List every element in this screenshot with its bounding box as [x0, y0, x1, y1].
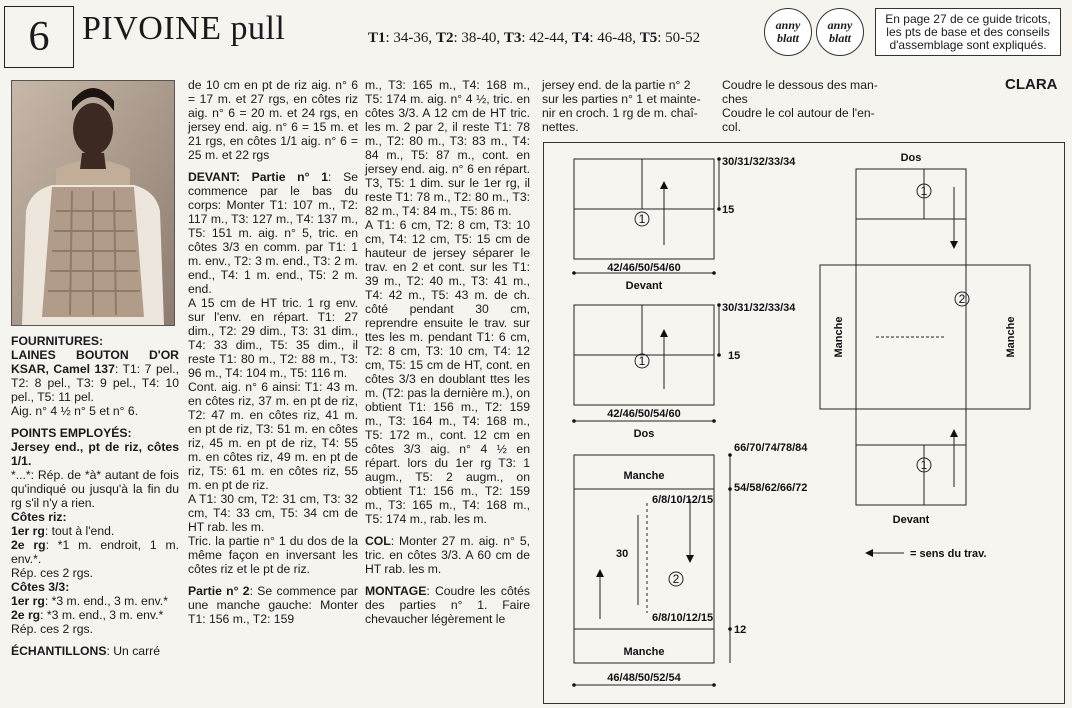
sleeve-body-label: 54/58/62/66/72	[734, 482, 808, 494]
paragraph: : Se commence par une manche gauche: Monter T1: 156 m., T2: 159	[188, 584, 358, 626]
sleeve-label: Manche	[623, 646, 665, 658]
size-list	[368, 30, 700, 47]
text-line: ches	[722, 92, 748, 106]
model-photo	[11, 80, 175, 326]
paragraph: de 10 cm en pt de riz aig. n° 6 = 17 m. et 27 rgs, en côtes riz aig. n° 6 = 20 m. et 24 rgs, en jersey end. aig. n° 6 = 15 m. et 21 rgs, en côtes 1/1 aig. n° 6 = 25 m. et 22 rgs	[188, 78, 358, 162]
text-line: col.	[722, 120, 741, 134]
back-height-label: 30/31/32/33/34	[722, 302, 796, 314]
paragraph: : Coudre les côtés des parties n° 1. Faire chevaucher légèrement le	[365, 584, 530, 626]
repeat-rows: Rép. ces 2 rgs.	[11, 566, 93, 580]
section-heading-points: POINTS EMPLOYÉS:	[11, 426, 132, 440]
text-line: nettes.	[542, 120, 579, 134]
section-heading-devant: DEVANT: Partie n° 1	[188, 170, 328, 184]
sleeve-label: Manche	[623, 470, 665, 482]
row-text: : *3 m. end., 3 m. env.*	[44, 594, 168, 608]
size-value: : 34-36,	[385, 30, 436, 46]
size-label: T4	[571, 30, 590, 46]
logo-text-bottom: blatt	[776, 31, 799, 45]
text-column-2	[188, 78, 358, 626]
back-rib-label: 15	[728, 350, 741, 362]
back-width-label: 42/46/50/54/60	[607, 408, 681, 420]
size-label: T2	[435, 30, 454, 46]
section-heading-fournitures: FOURNITURES:	[11, 334, 104, 348]
sleeve-label: Manche	[833, 316, 845, 358]
size-value: : 38-40,	[453, 30, 504, 46]
section-heading-montage: MONTAGE	[365, 584, 427, 598]
text-line: sur les parties n° 1 et mainte-	[542, 92, 701, 106]
paragraph: : Se commence par le bas du corps: Monter T1: 107 m., T2: 117 m., T3: 127 m., T4: 137 m., T5: 151 m. aig. n° 5, tric. en côtes 3/3 en comm. par T1: 1 m. env., T2: 3 m. end., T3: 2 m. end., T4: 1 m. end., T5: 2 m. end.	[188, 170, 358, 296]
text-column-3	[365, 78, 530, 626]
front-rib-label: 15	[722, 204, 735, 216]
sleeve-label: Manche	[1005, 316, 1017, 358]
size-value: : 50-52	[657, 30, 701, 46]
swatch-text: : Un carré	[106, 644, 160, 658]
stitch-heading: Côtes riz:	[11, 510, 67, 524]
paragraph: A T1: 6 cm, T2: 8 cm, T3: 10 cm, T4: 12 cm, T5: 15 cm de hauteur de jersey séparer le trav. en 2 et cont. sur les T1: 39 m., T2: 40 m., T3: 41 m., T4: 42 m., T5: 43 m. de ch. côté pendant 30 cm, reprendre ensuite le trav. sur ttes les m. pendant T1: 6 cm, T2: 8 cm, T3: 10 cm, T4: 12 cm, T5: 15 cm de HT, cont. en côtes 3/3 en doublant ttes les m. (T2: pas la dernière m.), on obtient T1: 156 m., T2: 159 m., T3: 164 m., T4: 168 m., T5: 172 m., cont. 12 cm en côtes 3/3 aig. n° 4 ½ en répart. lors du 1er rg T3: 1 augm., T5: 2 augm., on obtient T1: 156 m., T2: 159 m., T3: 165 m., T4: 168 m., T5: 174 m., rab. les m.	[365, 218, 530, 526]
section-heading-col: COL	[365, 534, 391, 548]
front-width-label: 42/46/50/54/60	[607, 262, 681, 274]
repeat-note: *...*: Rép. de *à* autant de fois qu'indiqué ou jusqu'à la fin du rg s'il n'y a rien.	[11, 468, 179, 510]
paragraph: Cont. aig. n° 6 ainsi: T1: 43 m. en côtes riz, 37 m. en pt de riz, T2: 47 m. en côtes riz, 41 m. en pt de riz, T3: 51 m. en côtes riz, 45 m. en pt de riz, T4: 55 m. en côtes riz, 49 m. en pt de riz, T5: 61 m. en côtes riz, 55 m. en pt de riz.	[188, 380, 358, 492]
sleeve-width-label: 46/48/50/52/54	[607, 672, 681, 684]
text-line: jersey end. de la partie n° 2	[542, 78, 691, 92]
back-piece-label: Dos	[633, 428, 655, 440]
yarn-name: LAINES BOUTON D'OR KSAR, Camel 137	[11, 348, 179, 376]
text-line: Coudre le dessous des man-	[722, 78, 878, 92]
paragraph: m., T3: 165 m., T4: 168 m., T5: 174 m. aig. n° 4 ½, tric. en côtes 3/3. A 12 cm de HT tric. les m. 2 par 2, il reste T1: 78 m., T2: 80 m., T3: 83 m., T4: 84 m., T5: 87 m., cont. en jersey end. aig. n° 6 en répart. T3, T5: 1 dim. sur le 1er rg, il reste T1: 78 m., T2: 80 m., T3: 82 m., T4: 84 m., T5: 86 m.	[365, 78, 530, 218]
stitch-list: Jersey end., pt de riz, côtes 1/1.	[11, 440, 179, 468]
assembled-front-label: Devant	[892, 514, 930, 526]
sleeve-side-label: 6/8/10/12/15	[652, 494, 714, 506]
row-label: 2e rg	[11, 538, 46, 552]
brand-logo	[764, 8, 812, 56]
piece-number: 2	[958, 292, 966, 306]
front-height-label: 30/31/32/33/34	[722, 156, 796, 168]
logo-text-top: anny	[827, 18, 853, 32]
pattern-number: 6	[4, 6, 74, 68]
text-line: nir en croch. 1 rg de m. chaî-	[542, 106, 698, 120]
piece-number: 2	[672, 572, 680, 586]
row-label: 2e rg	[11, 608, 41, 622]
size-label: T3	[503, 30, 522, 46]
model-name: CLARA	[1005, 76, 1058, 93]
paragraph: A T1: 30 cm, T2: 31 cm, T3: 32 cm, T4: 33 cm, T5: 34 cm de HT rab. les m.	[188, 492, 358, 534]
section-heading-partie-2: Partie n° 2	[188, 584, 250, 598]
size-value: : 46-48,	[589, 30, 640, 46]
paragraph: A 15 cm de HT tric. 1 rg env. sur l'env. en répart. T1: 27 dim., T2: 29 dim., T3: 31 dim., T4: 33 dim., T5: 35 dim., il reste T1: 80 m., T2: 88 m., T3: 96 m., T4: 104 m., T5: 116 m.	[188, 296, 358, 380]
split-length-label: 30	[616, 548, 629, 560]
size-label: T1	[368, 30, 386, 46]
row-text: : *3 m. end., 3 m. env.*	[40, 608, 164, 622]
row-text: : tout à l'end.	[44, 524, 115, 538]
sleeve-side-label: 6/8/10/12/15	[652, 612, 714, 624]
row-label: 1er rg	[11, 524, 45, 538]
row-text: : *1 m. endroit, 1 m. env.*.	[11, 538, 180, 566]
piece-number: 1	[920, 458, 928, 472]
stitch-heading: Côtes 3/3:	[11, 580, 70, 594]
info-line: d'assemblage sont expliqués.	[889, 38, 1047, 52]
repeat-rows: Rép. ces 2 rgs.	[11, 622, 93, 636]
brand-logo	[816, 8, 864, 56]
info-line: En page 27 de ce guide tricots,	[885, 12, 1051, 26]
size-value: : 42-44,	[521, 30, 572, 46]
direction-legend: = sens du trav.	[910, 548, 987, 560]
info-box	[875, 8, 1061, 56]
logo-text-bottom: blatt	[828, 31, 851, 45]
pattern-schematic	[543, 142, 1065, 704]
needle-sizes: Aig. n° 4 ½ n° 5 et n° 6.	[11, 404, 139, 418]
size-label: T5	[639, 30, 658, 46]
pattern-title: PIVOINE pull	[82, 10, 286, 47]
assembled-back-label: Dos	[900, 152, 922, 164]
yarn-quantities: : T1: 7 pel., T2: 8 pel., T3: 9 pel., T4: 10 pel., T5: 11 pel.	[11, 362, 180, 404]
front-piece-label: Devant	[625, 280, 663, 292]
text-line: Coudre le col autour de l'en-	[722, 106, 875, 120]
piece-number: 1	[638, 212, 646, 226]
info-line: les pts de base et des conseils	[886, 25, 1050, 39]
section-heading-echantillons: ÉCHANTILLONS	[11, 644, 107, 658]
piece-number: 1	[920, 184, 928, 198]
cuff-height-label: 12	[734, 624, 747, 636]
text-column-4	[542, 78, 714, 134]
paragraph: Tric. la partie n° 1 du dos de la même façon en inversant les côtes riz et le pt de riz.	[188, 534, 358, 576]
sleeve-total-label: 66/70/74/78/84	[734, 442, 808, 454]
text-column-5	[722, 78, 887, 134]
logo-text-top: anny	[775, 18, 801, 32]
text-column-1	[11, 334, 179, 658]
row-label: 1er rg	[11, 594, 45, 608]
piece-number: 1	[638, 354, 646, 368]
paragraph: : Monter 27 m. aig. n° 5, tric. en côtes 3/3. A 60 cm de HT rab. les m.	[365, 534, 530, 576]
